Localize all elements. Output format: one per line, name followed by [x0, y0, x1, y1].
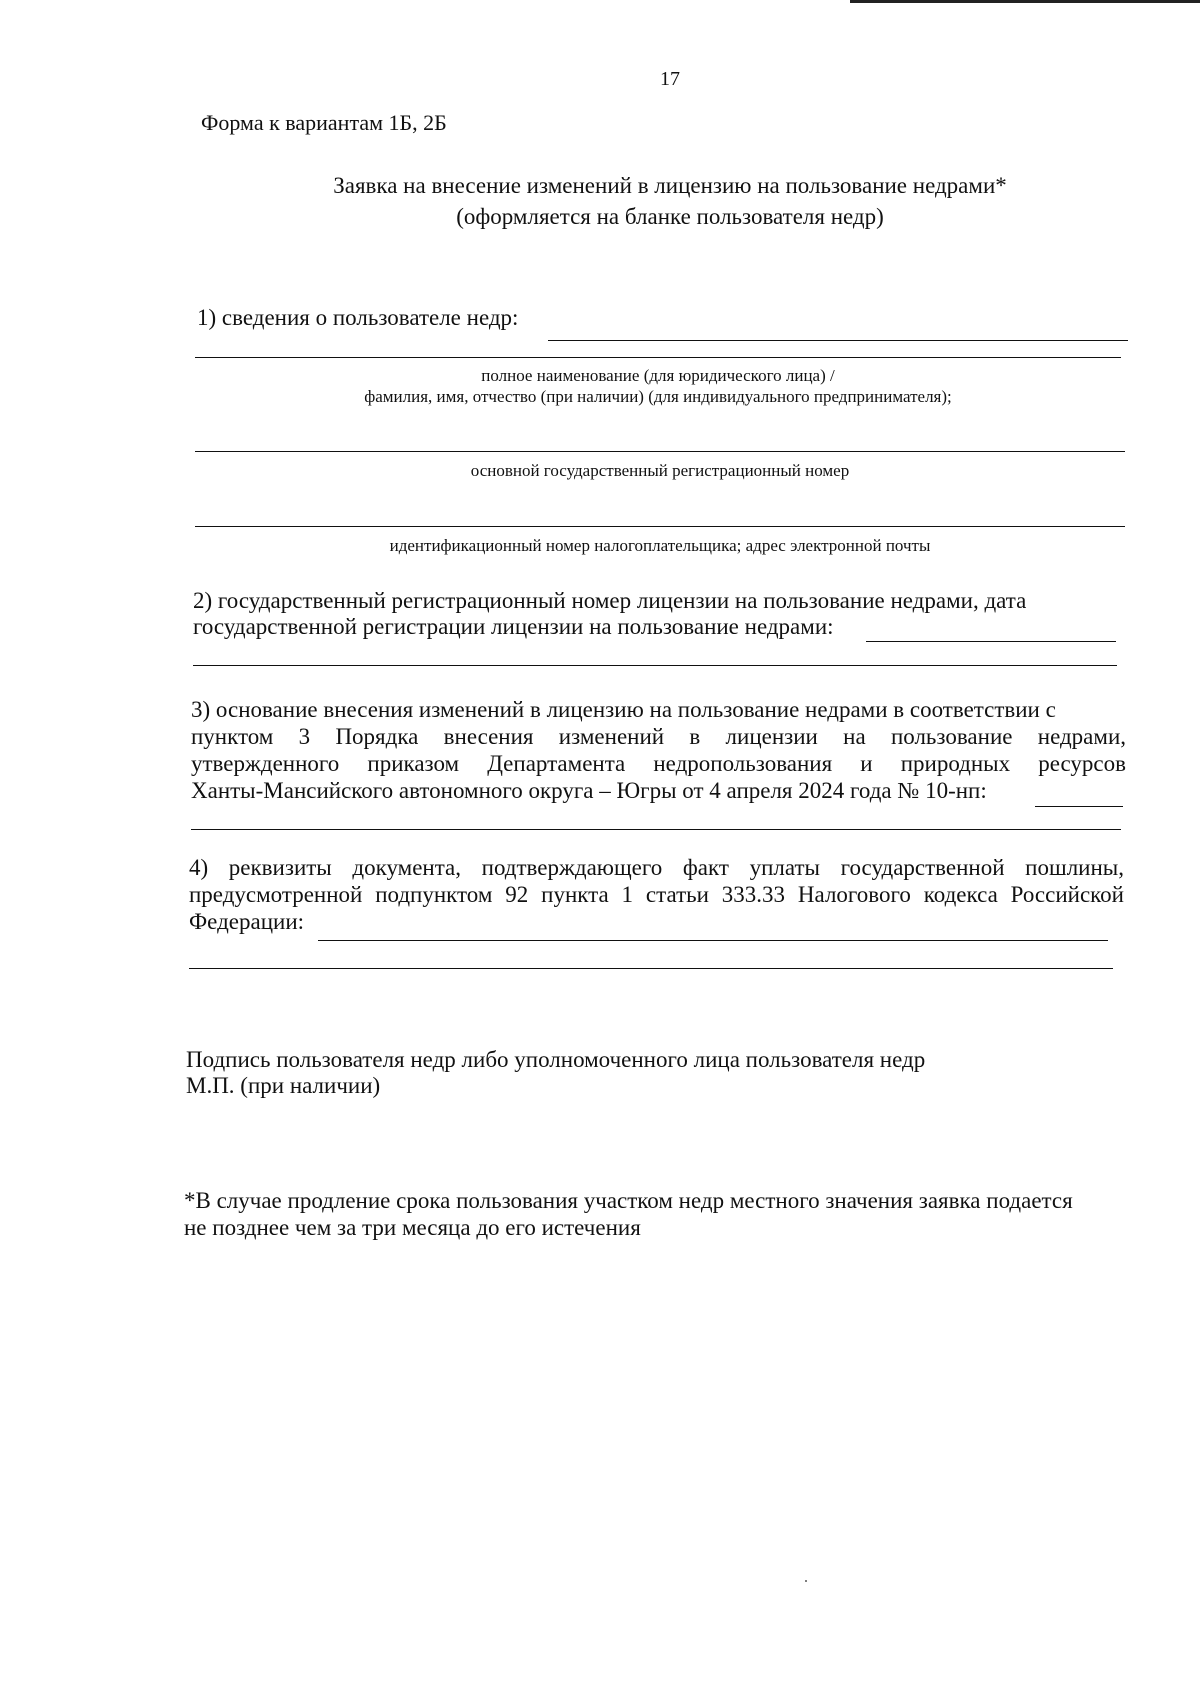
caption-ogrn: основной государственный регистрационный номер	[470, 461, 850, 480]
section3-line4: Ханты-Мансийского автономного округа – Югры от 4 апреля 2024 года № 10-нп:	[191, 778, 987, 803]
section3-line3: утвержденного приказом Департамента недропользования и природных ресурсов	[191, 751, 1126, 776]
section2-line2: государственной регистрации лицензии на пользование недрами:	[193, 614, 834, 639]
license-date-field[interactable]	[193, 665, 1117, 666]
footnote-line1: *В случае продление срока пользования участком недр местного значения заявка подается	[184, 1188, 1073, 1213]
section3-line1: 3) основание внесения изменений в лицензию на пользование недрами в соответствии с	[191, 697, 1056, 722]
page-number: 17	[660, 68, 680, 90]
full-name-field[interactable]	[195, 357, 1121, 358]
section4-line1: 4) реквизиты документа, подтверждающего факт уплаты государственной пошлины,	[189, 855, 1124, 880]
section2-line1: 2) государственный регистрационный номер лицензии на пользование недрами, дата	[193, 588, 1027, 613]
section4-line3: Федерации:	[189, 909, 305, 934]
signature-line: Подпись пользователя недр либо уполномоченного лица пользователя недр	[186, 1047, 926, 1072]
form-reference: Форма к вариантам 1Б, 2Б	[201, 110, 447, 135]
license-number-field[interactable]	[866, 641, 1116, 642]
section3-line2: пунктом 3 Порядка внесения изменений в лицензии на пользование недрами,	[191, 724, 1126, 749]
caption-full-name: полное наименование (для юридического лица) /	[481, 366, 835, 385]
change-basis-extra-field[interactable]	[191, 829, 1121, 830]
fee-document-field[interactable]	[318, 940, 1108, 941]
fee-document-extra-field[interactable]	[189, 968, 1113, 969]
change-basis-field[interactable]	[1035, 806, 1123, 807]
section4-line2: предусмотренной подпунктом 92 пункта 1 статьи 333.33 Налогового кодекса Российской	[189, 882, 1124, 907]
section1-label: 1) сведения о пользователе недр:	[197, 305, 519, 330]
ogrn-field[interactable]	[195, 451, 1125, 452]
document-title: Заявка на внесение изменений в лицензию на пользование недрами*	[333, 173, 1007, 198]
stamp-line: М.П. (при наличии)	[186, 1073, 381, 1098]
scan-speck	[805, 1580, 807, 1582]
subsoil-user-field[interactable]	[548, 340, 1128, 341]
caption-inn-email: идентификационный номер налогоплательщика; адрес электронной почты	[389, 536, 931, 555]
caption-fio: фамилия, имя, отчество (при наличии) (для индивидуального предпринимателя);	[364, 387, 952, 406]
document-subtitle: (оформляется на бланке пользователя недр)	[456, 204, 884, 229]
footnote-line2: не позднее чем за три месяца до его истечения	[184, 1215, 641, 1240]
scan-edge-mark	[850, 0, 1200, 3]
inn-email-field[interactable]	[195, 526, 1125, 527]
